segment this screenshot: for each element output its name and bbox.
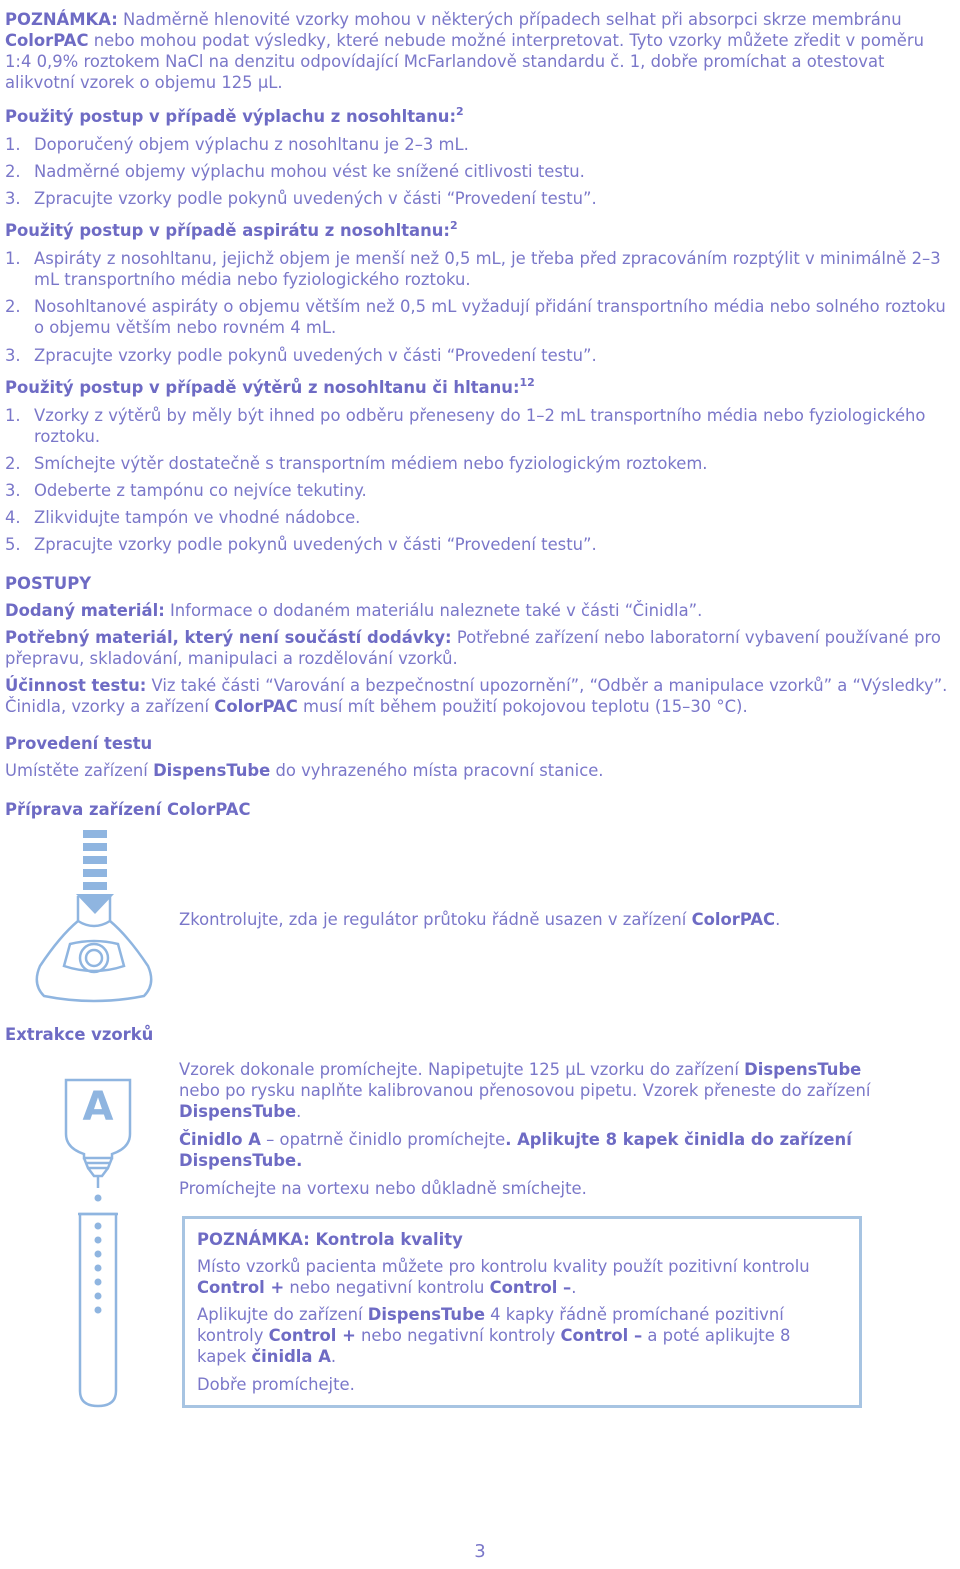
prep-heading: Příprava zařízení ColorPAC bbox=[5, 800, 251, 819]
extraction-step-2: Činidlo A – opatrně činidlo promíchejte. Aplikujte 8 kapek činidla do zařízení DispensTube. bbox=[179, 1130, 852, 1170]
list-item: 3. Zpracujte vzorky podle pokynů uvedených v části “Provedení testu”. bbox=[5, 189, 597, 208]
test-performance: Účinnost testu: Viz také části “Varování a bezpečnostní upozornění”, “Odběr a manipulace vzorků” a “Výsledky”. Činidla, vzorky a zařízení ColorPAC musí mít během použití pokojovou teplotu (15–30 °C). bbox=[5, 676, 948, 716]
swab-heading: Použitý postup v případě výtěrů z nosohltanu či hltanu:$^{12}$ bbox=[5, 375, 535, 397]
extraction-step-1: Vzorek dokonale promíchejte. Napipetujte 125 µL vzorku do zařízení DispensTube nebo po rysku naplňte kalibrovanou přenosovou pipetu. Vzorek přeneste do zařízení DispensTube. bbox=[179, 1060, 871, 1121]
supplied-material: Dodaný materiál: Informace o dodaném materiálu naleznete také v části “Činidla”. bbox=[5, 601, 703, 620]
bottle-label-a: A bbox=[82, 1084, 114, 1130]
colorpac-device-illustration bbox=[30, 826, 160, 1006]
procedures-heading: POSTUPY bbox=[5, 574, 92, 593]
list-item: 5. Zpracujte vzorky podle pokynů uvedených v části “Provedení testu”. bbox=[5, 535, 597, 554]
list-item: 1. Vzorky z výtěrů by měly být ihned po odběru přeneseny do 1–2 mL transportního média nebo fyziologického roztoku. bbox=[5, 406, 926, 446]
qc-note-p1: Místo vzorků pacienta můžete pro kontrolu kvality použít pozitivní kontrolu Control + nebo negativní kontrolu Control –. bbox=[197, 1257, 810, 1297]
extraction-heading: Extrakce vzorků bbox=[5, 1025, 154, 1044]
prep-text: Zkontrolujte, zda je regulátor průtoku řádně usazen v zařízení ColorPAC. bbox=[179, 910, 781, 929]
extraction-step-3: Promíchejte na vortexu nebo důkladně smíchejte. bbox=[179, 1179, 587, 1198]
reagent-bottle-and-tube-illustration bbox=[60, 1076, 140, 1411]
note-paragraph: POZNÁMKA: Nadměrně hlenovité vzorky mohou v některých případech selhat při absorpci skrze membránu ColorPAC nebo mohou podat výsledky, které nebude možné interpretovat. Tyto vzorky můžete zředit v poměru 1:4 0,9% roztokem NaCl na denzitu odpovídající McFarlandově standardu č. 1, dobře promíchat a otestovat alikvotní vzorek o objemu 125 µL. bbox=[5, 10, 925, 92]
wash-heading: Použitý postup v případě výplachu z nosohltanu:$^2$ bbox=[5, 104, 464, 126]
list-item: 2. Smíchejte výtěr dostatečně s transportním médiem nebo fyziologickým roztokem. bbox=[5, 454, 708, 473]
list-item: 2. Nosohltanové aspiráty o objemu větším než 0,5 mL vyžadují přidání transportního média nebo solného roztoku o objemu větším nebo rovném 4 mL. bbox=[5, 297, 946, 337]
list-item: 3. Zpracujte vzorky podle pokynů uvedených v části “Provedení testu”. bbox=[5, 346, 597, 365]
list-item: 1. Aspiráty z nosohltanu, jejichž objem je menší než 0,5 mL, je třeba před zpracováním rozptýlit v minimálně 2–3 mL transportního média nebo fyziologického roztoku. bbox=[5, 249, 941, 289]
list-item: 2. Nadměrné objemy výplachu mohou vést ke snížené citlivosti testu. bbox=[5, 162, 585, 181]
page-number: 3 bbox=[474, 1541, 486, 1562]
qc-note-p3: Dobře promíchejte. bbox=[197, 1375, 355, 1394]
qc-note-p2: Aplikujte do zařízení DispensTube 4 kapky řádně promíchané pozitivní kontroly Control + nebo negativní kontroly Control – a poté aplikujte 8 kapek činidla A. bbox=[197, 1305, 791, 1366]
required-material: Potřebný materiál, který není součástí dodávky: Potřebné zařízení nebo laboratorní vybavení používané pro přepravu, skladování, manipulaci a rozdělování vzorků. bbox=[5, 628, 941, 668]
list-item: 1. Doporučený objem výplachu z nosohltanu je 2–3 mL. bbox=[5, 135, 469, 154]
list-item: 3. Odeberte z tampónu co nejvíce tekutiny. bbox=[5, 481, 367, 500]
test-perf-text: Umístěte zařízení DispensTube do vyhrazeného místa pracovní stanice. bbox=[5, 761, 604, 780]
aspirate-heading: Použitý postup v případě aspirátu z nosohltanu:$^2$ bbox=[5, 218, 458, 240]
brand-colorpac: ColorPAC bbox=[5, 31, 89, 50]
test-perf-heading: Provedení testu bbox=[5, 734, 153, 753]
note-label: POZNÁMKA: bbox=[5, 10, 118, 29]
qc-note-heading: POZNÁMKA: Kontrola kvality bbox=[197, 1230, 463, 1249]
list-item: 4. Zlikvidujte tampón ve vhodné nádobce. bbox=[5, 508, 361, 527]
